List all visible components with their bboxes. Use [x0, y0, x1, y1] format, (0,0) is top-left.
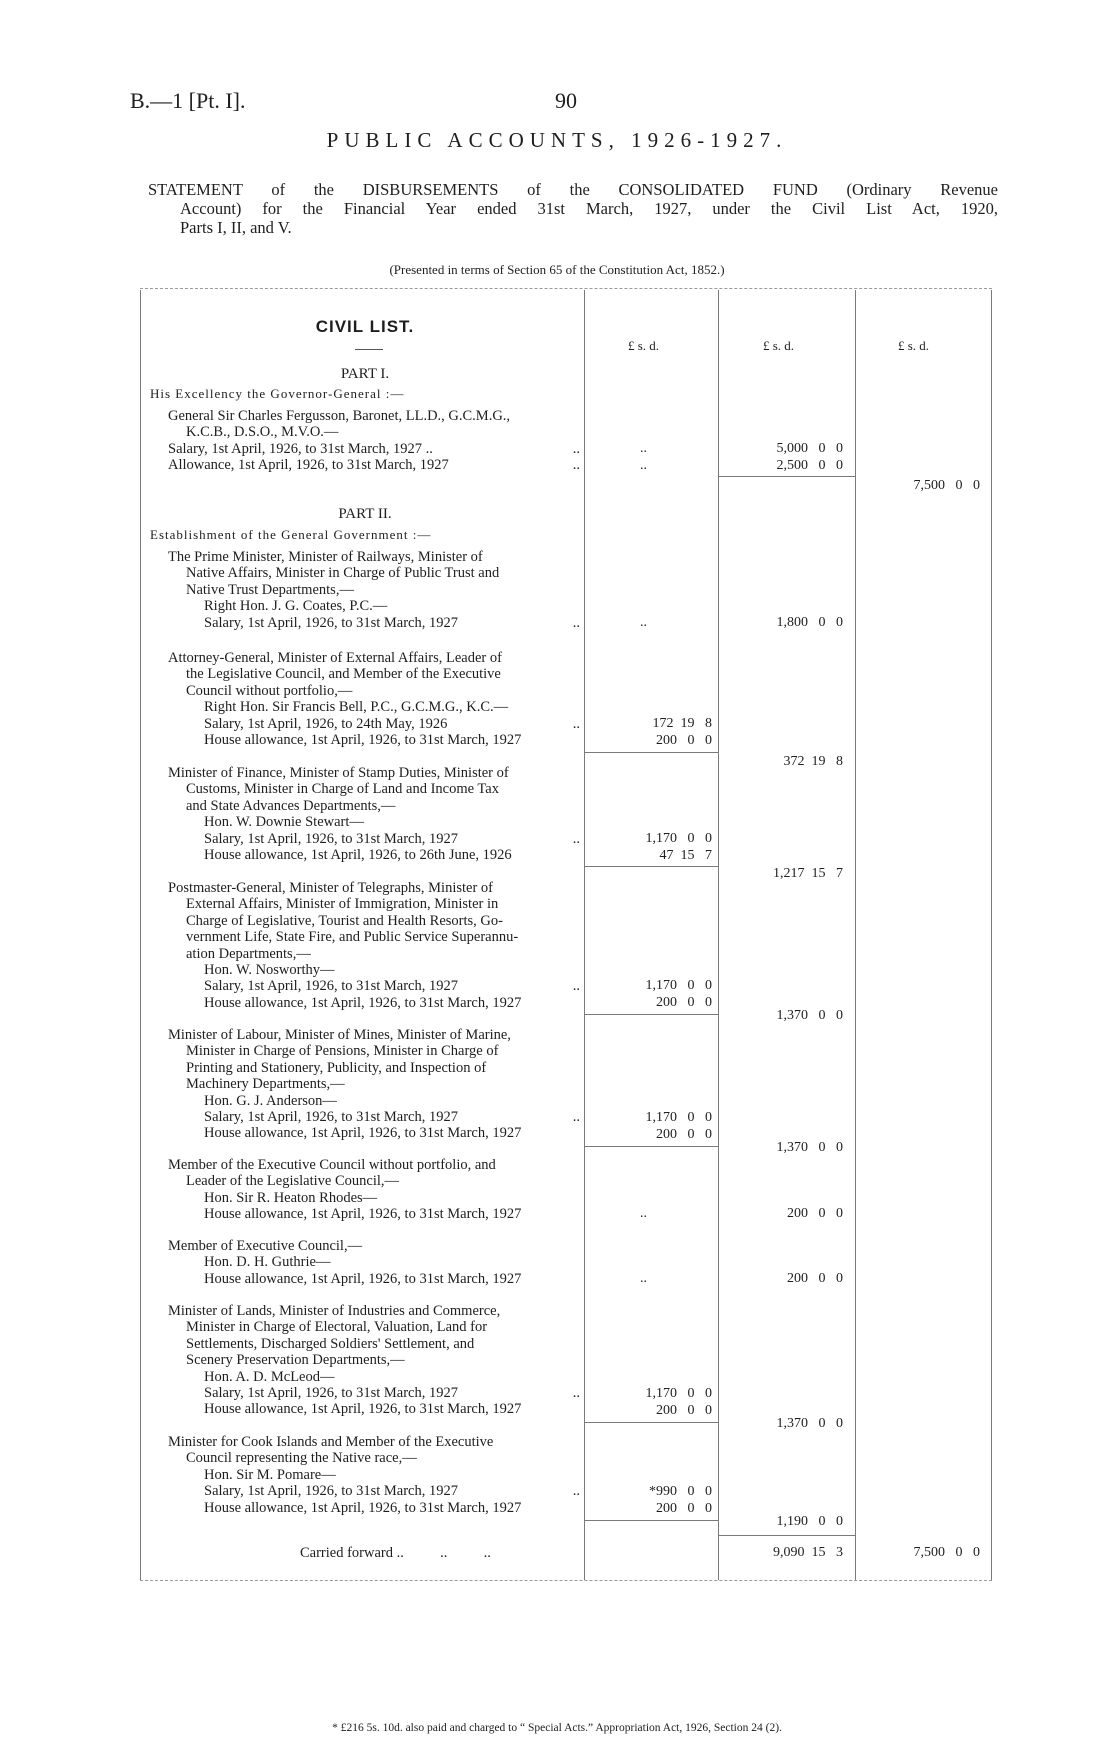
entry-line: Settlements, Discharged Soldiers' Settlement, and	[186, 1335, 475, 1352]
carried-forward-col2: 9,090 15 3	[773, 1545, 843, 1560]
entry-line: Member of the Executive Council without portfolio, and	[168, 1157, 496, 1173]
amount-cell: 372 19 8	[783, 754, 843, 769]
part-1-entry	[150, 408, 580, 474]
entry-line	[150, 831, 580, 847]
total-cell: 7,500 0 0	[913, 478, 980, 493]
entry-line: House allowance, 1st April, 1926, to 31st March, 1927	[204, 1270, 522, 1287]
entry-line: Native Affairs, Minister in Charge of Public Trust and	[186, 565, 500, 582]
entry-line: Minister in Charge of Electoral, Valuation, Land for	[186, 1319, 488, 1336]
col1-dots: ..	[640, 615, 647, 630]
amount-cell: 1,190 0 0	[776, 1514, 843, 1529]
subtotal-rule	[718, 476, 855, 477]
leader-dots: ..	[572, 715, 580, 732]
entry-line-text: Salary, 1st April, 1926, to 31st March, 1927	[204, 830, 458, 847]
amount-cell: *990 0 0	[649, 1484, 712, 1499]
entry-line: vernment Life, State Fire, and Public Service Superannu-	[186, 929, 519, 946]
entry-line	[150, 1483, 580, 1499]
statement-line-3: Parts I, II, and V.	[180, 218, 292, 237]
amount-cell: 1,800 0 0	[776, 615, 843, 630]
table-top-rule	[140, 288, 992, 289]
subtotal-rule	[584, 1422, 718, 1423]
entry-line: Printing and Stationery, Publicity, and Inspection of	[186, 1059, 487, 1076]
entry-line: Charge of Legislative, Tourist and Health Resorts, Go-	[186, 912, 503, 929]
col1-dots: ..	[640, 458, 647, 473]
amount-cell: 1,170 0 0	[645, 831, 712, 846]
leader-dots: ..	[572, 978, 580, 995]
amount-cell: 200 0 0	[656, 995, 712, 1010]
document-reference: B.—1 [Pt. I].	[130, 88, 246, 113]
entry-line: Minister of Labour, Minister of Mines, Minister of Marine,	[168, 1027, 511, 1043]
leader-dots: .. .. ..	[396, 1545, 491, 1561]
entry-line-text: Salary, 1st April, 1926, to 24th May, 1926	[204, 715, 448, 732]
statement-heading	[148, 180, 998, 237]
amount-cell: 200 0 0	[656, 1127, 712, 1142]
entry-line	[150, 457, 580, 473]
amount-cell: 200 0 0	[656, 1501, 712, 1516]
amount-cell: 200 0 0	[656, 1403, 712, 1418]
minister-entry	[150, 1434, 580, 1516]
entry-line: House allowance, 1st April, 1926, to 31st March, 1927	[204, 1206, 522, 1223]
entry-line: Right Hon. J. G. Coates, P.C.—	[204, 598, 388, 615]
entry-line	[150, 441, 580, 457]
entry-line: Council representing the Native race,—	[186, 1450, 417, 1467]
entry-line: Hon. Sir R. Heaton Rhodes—	[204, 1189, 378, 1206]
column-divider-3	[855, 290, 856, 1580]
entry-line: House allowance, 1st April, 1926, to 31st March, 1927	[204, 732, 522, 749]
entry-line: Scenery Preservation Departments,—	[186, 1352, 405, 1369]
heading-underline	[355, 349, 383, 350]
minister-entry	[150, 880, 580, 1011]
carried-forward-text: Carried forward	[300, 1545, 393, 1561]
amount-cell: 1,170 0 0	[645, 1386, 712, 1401]
col1-dots: ..	[640, 441, 647, 456]
carried-rule-col2	[718, 1535, 855, 1536]
entry-line: the Legislative Council, and Member of the Executive	[186, 666, 501, 683]
entry-line-text: Salary, 1st April, 1926, to 31st March, 1927	[204, 1109, 458, 1126]
subtotal-rule	[584, 1014, 718, 1015]
leader-dots: ..	[572, 1109, 580, 1126]
amount-cell: 200 0 0	[787, 1271, 843, 1286]
minister-entry	[150, 1238, 580, 1287]
amount-cell: 1,170 0 0	[645, 978, 712, 993]
part-2-label: PART II.	[338, 506, 392, 522]
entry-line: House allowance, 1st April, 1926, to 26th June, 1926	[204, 847, 512, 864]
entry-line: and State Advances Departments,—	[186, 797, 396, 814]
entry-line-text: Salary, 1st April, 1926, to 31st March, 1927 ..	[168, 440, 433, 457]
entry-line: Hon. W. Nosworthy—	[204, 962, 335, 979]
footnote: * £216 5s. 10d. also paid and charged to “ Special Acts.” Appropriation Act, 1926, Section 24 (2).	[332, 1722, 782, 1734]
leader-dots: ..	[572, 614, 580, 631]
page-title: PUBLIC ACCOUNTS, 1926-1927.	[326, 128, 788, 152]
leader-dots: ..	[572, 440, 580, 457]
carried-forward-col3: 7,500 0 0	[913, 1545, 980, 1560]
amount-cell: 1,370 0 0	[776, 1416, 843, 1431]
entry-line: Member of Executive Council,—	[168, 1238, 363, 1254]
minister-entry	[150, 1157, 580, 1223]
amount-cell: 47 15 7	[659, 848, 712, 863]
part-1-label: PART I.	[340, 366, 390, 382]
entry-line: Attorney-General, Minister of External Affairs, Leader of	[168, 650, 502, 666]
amount-cell: 1,217 15 7	[773, 866, 843, 881]
currency-header-col2: £ s. d.	[763, 338, 795, 353]
column-divider-1	[584, 290, 585, 1580]
amount-cell: 1,370 0 0	[776, 1008, 843, 1023]
subtotal-rule	[584, 752, 718, 753]
entry-line: ation Departments,—	[186, 945, 311, 962]
entry-line: Postmaster-General, Minister of Telegraphs, Minister of	[168, 880, 494, 896]
entry-line: Native Trust Departments,—	[186, 581, 354, 598]
currency-header-col1: £ s. d.	[628, 338, 660, 353]
table-right-border	[991, 290, 992, 1580]
column-divider-2	[718, 290, 719, 1580]
entry-line: House allowance, 1st April, 1926, to 31st March, 1927	[204, 994, 522, 1011]
entry-line: Minister for Cook Islands and Member of the Executive	[168, 1434, 494, 1450]
entry-line-text: Salary, 1st April, 1926, to 31st March, 1927	[204, 1483, 458, 1500]
entry-line: General Sir Charles Fergusson, Baronet, LL.D., G.C.M.G.,	[168, 408, 511, 424]
entry-line: Minister of Finance, Minister of Stamp Duties, Minister of	[168, 765, 509, 781]
entry-line: Right Hon. Sir Francis Bell, P.C., G.C.M.G., K.C.—	[204, 699, 509, 716]
entry-line: Minister in Charge of Pensions, Minister in Charge of	[186, 1043, 499, 1060]
entry-line: Hon. A. D. McLeod—	[204, 1368, 335, 1385]
entry-line: House allowance, 1st April, 1926, to 31st March, 1927	[204, 1125, 522, 1142]
entry-line: K.C.B., D.S.O., M.V.O.—	[186, 424, 339, 441]
page-number: 90	[555, 88, 577, 113]
amount-cell: 1,370 0 0	[776, 1140, 843, 1155]
entry-line-text: Salary, 1st April, 1926, to 31st March, 1927	[204, 614, 458, 631]
currency-header-col3: £ s. d.	[898, 338, 930, 353]
amount-cell: 2,500 0 0	[776, 458, 843, 473]
amount-cell: 1,170 0 0	[645, 1110, 712, 1125]
minister-entry	[150, 765, 580, 863]
amount-cell: 200 0 0	[787, 1206, 843, 1221]
presented-note: (Presented in terms of Section 65 of the Constitution Act, 1852.)	[389, 262, 725, 277]
entry-line: Customs, Minister in Charge of Land and Income Tax	[186, 781, 499, 798]
leader-dots: ..	[572, 457, 580, 474]
entry-line-text: Salary, 1st April, 1926, to 31st March, 1927	[204, 1385, 458, 1402]
entry-line: Minister of Lands, Minister of Industries and Commerce,	[168, 1303, 501, 1319]
entry-line	[150, 978, 580, 994]
entry-line: Hon. G. J. Anderson—	[204, 1092, 337, 1109]
part-1-section-heading: His Excellency the Governor-General :—	[150, 386, 405, 401]
civil-list-heading: CIVIL LIST.	[315, 317, 415, 336]
table-bottom-rule	[140, 1580, 992, 1581]
entry-line: External Affairs, Minister of Immigration, Minister in	[186, 896, 499, 913]
entry-line: House allowance, 1st April, 1926, to 31st March, 1927	[204, 1499, 522, 1516]
subtotal-rule	[584, 866, 718, 867]
entry-line: Council without portfolio,—	[186, 682, 353, 699]
entry-line	[150, 1385, 580, 1401]
col1-dots: ..	[640, 1206, 647, 1221]
carried-forward-label	[300, 1545, 491, 1562]
entry-line	[150, 716, 580, 732]
leader-dots: ..	[572, 1385, 580, 1402]
statement-line-2: Account) for the Financial Year ended 31st March, 1927, under the Civil List Act, 1920,	[180, 199, 998, 218]
table-left-border	[140, 290, 141, 1580]
leader-dots: ..	[572, 1483, 580, 1500]
minister-entry	[150, 650, 580, 748]
entry-line: House allowance, 1st April, 1926, to 31st March, 1927	[204, 1401, 522, 1418]
minister-entry	[150, 1027, 580, 1142]
entry-line: Leader of the Legislative Council,—	[186, 1173, 399, 1190]
entry-line-text: Allowance, 1st April, 1926, to 31st March, 1927	[168, 457, 449, 474]
entry-line: Hon. W. Downie Stewart—	[204, 814, 364, 831]
statement-line-1: STATEMENT of the DISBURSEMENTS of the CONSOLIDATED FUND (Ordinary Revenue	[148, 180, 998, 199]
subtotal-rule	[584, 1520, 718, 1521]
entry-line	[150, 1109, 580, 1125]
amount-cell: 172 19 8	[652, 716, 712, 731]
entry-line: Hon. Sir M. Pomare—	[204, 1466, 336, 1483]
entry-line: The Prime Minister, Minister of Railways, Minister of	[168, 549, 483, 565]
entry-line: Hon. D. H. Guthrie—	[204, 1254, 331, 1271]
entry-line-text: Salary, 1st April, 1926, to 31st March, 1927	[204, 978, 458, 995]
leader-dots: ..	[572, 830, 580, 847]
subtotal-rule	[584, 1146, 718, 1147]
minister-entry	[150, 549, 580, 631]
entry-line: Machinery Departments,—	[186, 1076, 345, 1093]
minister-entry	[150, 1303, 580, 1418]
entry-line	[150, 615, 580, 631]
amount-cell: 200 0 0	[656, 733, 712, 748]
amount-cell: 5,000 0 0	[776, 441, 843, 456]
col1-dots: ..	[640, 1271, 647, 1286]
part-2-section-heading: Establishment of the General Government :—	[150, 527, 432, 542]
